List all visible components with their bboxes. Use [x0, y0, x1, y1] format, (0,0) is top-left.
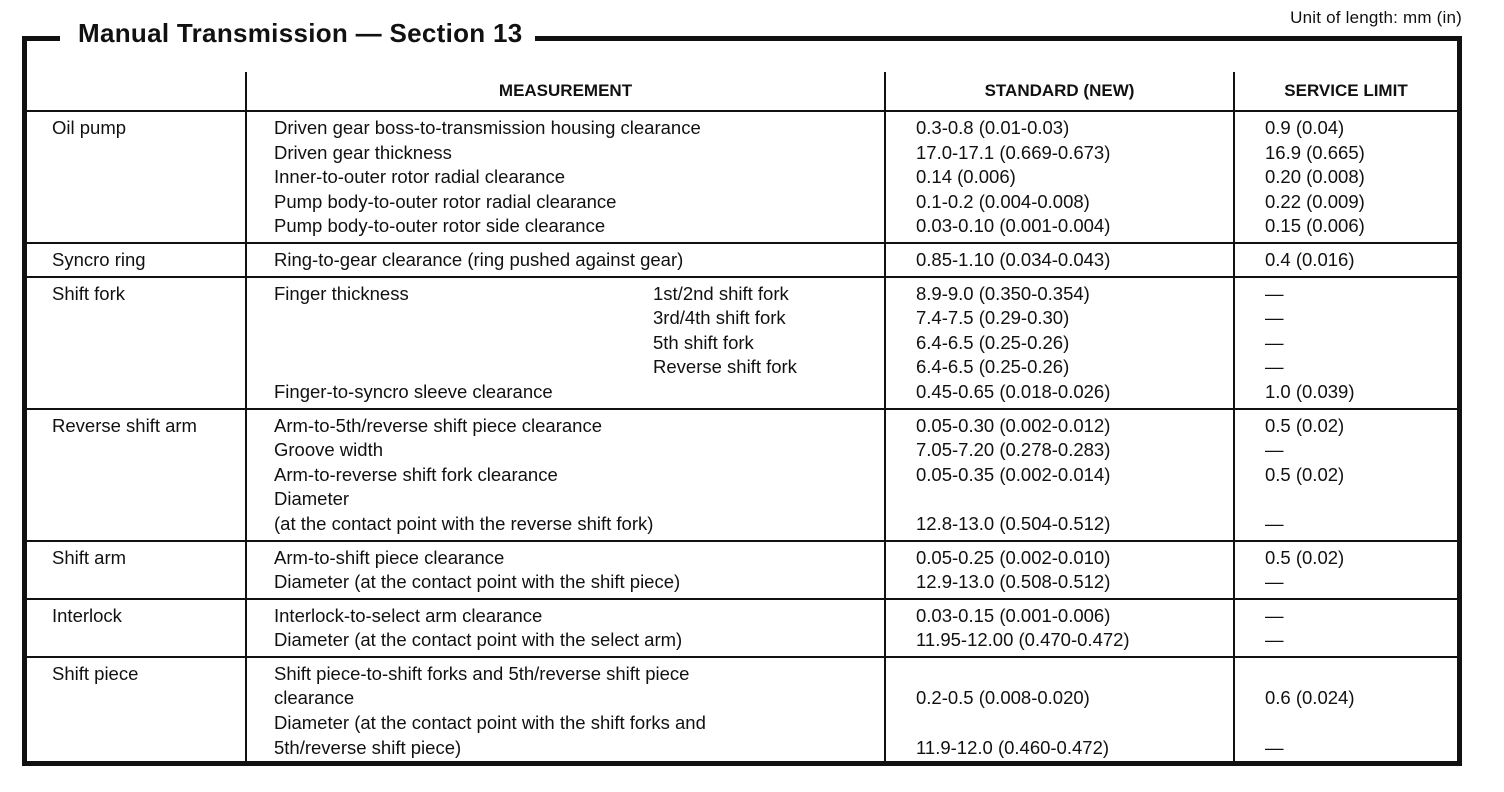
- standard-value: 7.05-7.20 (0.278-0.283): [916, 439, 1111, 461]
- component-cell: [27, 243, 246, 277]
- standard-value: 0.1-0.2 (0.004-0.008): [916, 190, 1090, 212]
- component-name: Shift arm: [52, 546, 127, 568]
- standard-cell: [885, 409, 1234, 541]
- measurement-text: Inner-to-outer rotor radial clearance: [274, 166, 566, 188]
- table-row: [27, 111, 1457, 243]
- service-limit-value: 0.5 (0.02): [1265, 414, 1345, 436]
- measurement-line: [274, 604, 884, 629]
- table-row: [27, 243, 1457, 277]
- component-name: Shift piece: [52, 662, 139, 684]
- standard-cell: [885, 541, 1234, 599]
- standard-value: 17.0-17.1 (0.669-0.673): [916, 141, 1111, 163]
- service-limit-value: 0.4 (0.016): [1265, 248, 1355, 270]
- service-limit-value: —: [1265, 629, 1284, 651]
- measurement-cell: [246, 111, 885, 243]
- standard-value: [916, 711, 1233, 736]
- measurement-cell: [246, 599, 885, 657]
- service-limit-value: 0.22 (0.009): [1265, 190, 1365, 212]
- measurement-text: Finger-to-syncro sleeve clearance: [274, 380, 553, 402]
- measurement-text: Groove width: [274, 439, 383, 461]
- measurement-line: [274, 380, 884, 405]
- measurement-text: Diameter (at the contact point with the shift forks and: [274, 712, 706, 734]
- table-row: [27, 599, 1457, 657]
- standard-value: [916, 662, 1233, 687]
- component-cell: [27, 657, 246, 763]
- measurement-text: Interlock-to-select arm clearance: [274, 604, 543, 626]
- standard-cell: [885, 111, 1234, 243]
- fork-type-label: Reverse shift fork: [653, 356, 797, 378]
- measurement-line: [274, 487, 884, 512]
- measurement-text: Ring-to-gear clearance (ring pushed against gear): [274, 248, 684, 270]
- column-header-standard: STANDARD (NEW): [885, 72, 1234, 111]
- standard-cell: [885, 599, 1234, 657]
- service-limit-value: 16.9 (0.665): [1265, 141, 1365, 163]
- measurement-line: [274, 306, 884, 331]
- measurement-line: [274, 686, 884, 711]
- standard-value: 0.45-0.65 (0.018-0.026): [916, 380, 1111, 402]
- column-header-measurement: MEASUREMENT: [246, 72, 885, 111]
- measurement-line: [274, 214, 884, 239]
- fork-type-label: 3rd/4th shift fork: [653, 307, 786, 329]
- measurement-line: [274, 248, 884, 273]
- standard-value: 12.9-13.0 (0.508-0.512): [916, 571, 1111, 593]
- measurement-text: Shift piece-to-shift forks and 5th/reverse shift piece: [274, 662, 690, 684]
- component-name: Oil pump: [52, 117, 127, 138]
- service-limit-value: —: [1265, 282, 1284, 304]
- service-limit-value: [1265, 487, 1457, 512]
- measurement-line: [274, 141, 884, 166]
- measurement-line: [274, 116, 884, 141]
- standard-value: 12.8-13.0 (0.504-0.512): [916, 512, 1111, 534]
- measurement-text: Arm-to-shift piece clearance: [274, 546, 505, 568]
- measurement-text: clearance: [274, 687, 355, 709]
- standard-value: 7.4-7.5 (0.29-0.30): [916, 307, 1070, 329]
- component-cell: [27, 111, 246, 243]
- standard-value: 6.4-6.5 (0.25-0.26): [916, 356, 1070, 378]
- measurement-line: [274, 165, 884, 190]
- service-limit-value: —: [1265, 512, 1284, 534]
- measurement-line: [274, 628, 884, 653]
- standard-value: 0.14 (0.006): [916, 166, 1016, 188]
- measurement-line: [274, 282, 884, 307]
- standard-value: 8.9-9.0 (0.350-0.354): [916, 282, 1090, 304]
- service-limit-value: —: [1265, 736, 1284, 758]
- measurement-cell: [246, 277, 885, 409]
- measurement-text: Arm-to-5th/reverse shift piece clearance: [274, 414, 602, 436]
- service-limit-value: 0.20 (0.008): [1265, 166, 1365, 188]
- header-row: [27, 72, 1457, 111]
- measurement-line: [274, 512, 884, 537]
- table-row: [27, 409, 1457, 541]
- component-cell: [27, 409, 246, 541]
- component-name: Interlock: [52, 604, 122, 626]
- standard-value: 11.95-12.00 (0.470-0.472): [916, 629, 1130, 651]
- service-limit-cell: [1234, 599, 1457, 657]
- measurement-line: [274, 414, 884, 439]
- measurement-line: [274, 570, 884, 595]
- standard-value: 0.85-1.10 (0.034-0.043): [916, 248, 1111, 270]
- service-limit-value: —: [1265, 439, 1284, 461]
- service-limit-value: 0.6 (0.024): [1265, 687, 1355, 709]
- standard-value: [916, 487, 1233, 512]
- measurement-text: 5th/reverse shift piece): [274, 736, 462, 758]
- measurement-text: Finger thickness: [274, 282, 409, 304]
- measurement-text: Driven gear boss-to-transmission housing clearance: [274, 117, 701, 138]
- measurement-cell: [246, 243, 885, 277]
- measurement-line: [274, 355, 884, 380]
- measurement-text: (at the contact point with the reverse shift fork): [274, 512, 654, 534]
- fork-type-label: 5th shift fork: [653, 331, 754, 353]
- measurement-line: [274, 711, 884, 736]
- unit-note: Unit of length: mm (in): [1290, 8, 1462, 27]
- component-name: Reverse shift arm: [52, 414, 197, 436]
- table-row: [27, 657, 1457, 763]
- service-limit-value: [1265, 662, 1457, 687]
- service-limit-value: —: [1265, 604, 1284, 626]
- standard-value: 0.03-0.10 (0.001-0.004): [916, 215, 1111, 237]
- table-row: [27, 277, 1457, 409]
- service-limit-value: 0.5 (0.02): [1265, 546, 1345, 568]
- service-limit-value: 0.15 (0.006): [1265, 215, 1365, 237]
- measurement-text: Diameter (at the contact point with the select arm): [274, 629, 683, 651]
- measurement-line: [274, 331, 884, 356]
- component-cell: [27, 599, 246, 657]
- measurement-line: [274, 546, 884, 571]
- standard-value: 6.4-6.5 (0.25-0.26): [916, 331, 1070, 353]
- component-cell: [27, 277, 246, 409]
- standard-cell: [885, 277, 1234, 409]
- measurement-text: Pump body-to-outer rotor side clearance: [274, 215, 606, 237]
- standard-value: 11.9-12.0 (0.460-0.472): [916, 736, 1110, 758]
- standard-cell: [885, 243, 1234, 277]
- measurement-text: Diameter (at the contact point with the shift piece): [274, 571, 681, 593]
- specification-table: [27, 72, 1457, 763]
- standard-value: 0.03-0.15 (0.001-0.006): [916, 604, 1111, 626]
- measurement-line: [274, 190, 884, 215]
- fork-type-label: 1st/2nd shift fork: [653, 282, 789, 304]
- standard-cell: [885, 657, 1234, 763]
- component-name: Shift fork: [52, 282, 125, 304]
- service-limit-cell: [1234, 243, 1457, 277]
- measurement-text: Arm-to-reverse shift fork clearance: [274, 463, 558, 485]
- service-limit-value: 0.9 (0.04): [1265, 117, 1345, 138]
- component-name: Syncro ring: [52, 248, 146, 270]
- table-row: [27, 541, 1457, 599]
- standard-value: 0.2-0.5 (0.008-0.020): [916, 687, 1090, 709]
- service-limit-cell: [1234, 277, 1457, 409]
- service-limit-value: —: [1265, 356, 1284, 378]
- service-limit-value: 0.5 (0.02): [1265, 463, 1345, 485]
- service-limit-cell: [1234, 657, 1457, 763]
- standard-value: 0.05-0.25 (0.002-0.010): [916, 546, 1111, 568]
- measurement-line: [274, 662, 884, 687]
- service-limit-value: —: [1265, 307, 1284, 329]
- service-limit-value: [1265, 711, 1457, 736]
- service-limit-cell: [1234, 409, 1457, 541]
- section-title: Manual Transmission — Section 13: [60, 18, 535, 49]
- measurement-line: [274, 438, 884, 463]
- column-header-component: [27, 72, 246, 111]
- component-cell: [27, 541, 246, 599]
- standard-value: 0.05-0.30 (0.002-0.012): [916, 414, 1111, 436]
- measurement-text: Diameter: [274, 488, 350, 510]
- service-limit-cell: [1234, 111, 1457, 243]
- measurement-line: [274, 463, 884, 488]
- standard-value: 0.05-0.35 (0.002-0.014): [916, 463, 1111, 485]
- column-header-service-limit: SERVICE LIMIT: [1234, 72, 1457, 111]
- measurement-line: [274, 736, 884, 761]
- service-limit-value: —: [1265, 331, 1284, 353]
- standard-value: 0.3-0.8 (0.01-0.03): [916, 117, 1070, 138]
- measurement-text: Pump body-to-outer rotor radial clearance: [274, 190, 617, 212]
- service-limit-cell: [1234, 541, 1457, 599]
- measurement-cell: [246, 657, 885, 763]
- service-limit-value: —: [1265, 571, 1284, 593]
- measurement-cell: [246, 541, 885, 599]
- service-limit-value: 1.0 (0.039): [1265, 380, 1355, 402]
- measurement-cell: [246, 409, 885, 541]
- measurement-text: Driven gear thickness: [274, 141, 452, 163]
